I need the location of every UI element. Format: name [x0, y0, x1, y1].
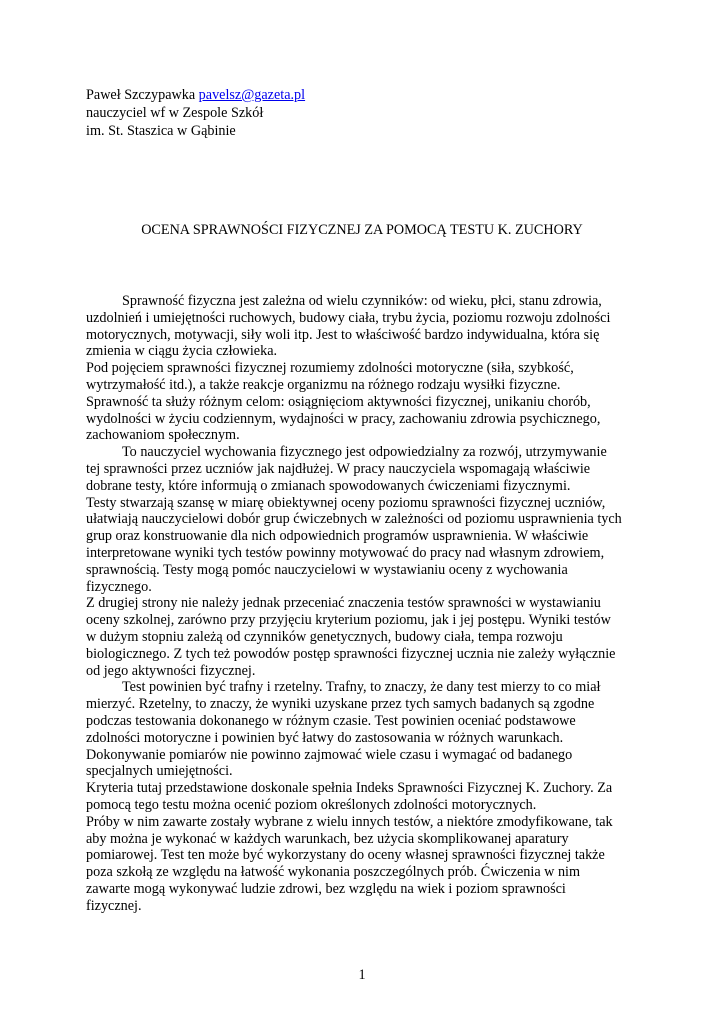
body-line: Sprawność ta służy różnym celom: osiągnięciom aktywności fizycznej, unikaniu chorób, [86, 393, 591, 410]
body-line: zmienia w ciągu życia człowieka. [86, 343, 278, 360]
body-line: dobrane testy, które informują o zmianach spowodowanych ćwiczeniami fizycznymi. [86, 477, 571, 494]
body-line: sprawnością. Testy mogą pomóc nauczycielowi w wystawianiu oceny z wychowania [86, 561, 568, 578]
body-line: Sprawność fizyczna jest zależna od wielu czynników: od wieku, płci, stanu zdrowia, [122, 293, 602, 309]
body-line: wytrzymałość itd.), a także reakcje organizmu na różnego rodzaju wysiłki fizyczne. [86, 376, 561, 393]
body-line: ułatwiają nauczycielowi dobór grup ćwiczebnych w zależności od poziomu usprawnienia tych [86, 511, 622, 528]
page-number: 1 [358, 967, 366, 983]
body-line: Próby w nim zawarte zostały wybrane z wielu innych testów, a niektóre zmodyfikowane, tak [86, 813, 613, 830]
body-line: Kryteria tutaj przedstawione doskonale spełnia Indeks Sprawności Fizycznej K. Zuchory. Za [86, 780, 613, 797]
body-line: To nauczyciel wychowania fizycznego jest odpowiedzialny za rozwój, utrzymywanie [122, 444, 607, 461]
body-line: Pod pojęciem sprawności fizycznej rozumiemy zdolności motoryczne (siła, szybkość, [86, 360, 574, 377]
body-line: biologicznego. Z tych też powodów postęp sprawności fizycznej ucznia nie zależy wyłącznie [86, 645, 616, 662]
body-line: poza szkołą ze względu na łatwość wykonania poszczególnych prób. Ćwiczenia w nim [86, 864, 581, 881]
body-line: zachowaniom społecznym. [86, 427, 240, 444]
body-line: grup oraz konstruowanie dla nich odpowiednich programów usprawnienia. W właściwie [86, 528, 589, 545]
author-school: im. St. Staszica w Gąbinie [86, 123, 236, 139]
body-line: oceny szkolnej, zarówno przy przyjęciu kryterium poziomu, jak i jej postępu. Wyniki testów [86, 612, 611, 629]
document-title: OCENA SPRAWNOŚCI FIZYCZNEJ ZA POMOCĄ TESTU K. ZUCHORY [141, 222, 583, 238]
body-line: od jego aktywności fizycznej. [86, 662, 256, 679]
body-line: fizycznego. [86, 578, 152, 595]
body-line: fizycznej. [86, 897, 142, 914]
body-line: podczas testowania dokonanego w różnym czasie. Test powinien oceniać podstawowe [86, 712, 576, 729]
body-line: tej sprawności przez uczniów jak najdłużej. W pracy nauczyciela wspomagają właściwie [86, 460, 591, 477]
body-line: mierzyć. Rzetelny, to znaczy, że wyniki uzyskane przez tych samych badanych są zgodne [86, 696, 595, 713]
body-line: pomocą tego testu można ocenić poziom określonych zdolności motorycznych. [86, 796, 537, 813]
body-line: motorycznych, motywacji, siły woli itp. Jest to właściwość bardzo indywidualna, która się [86, 326, 600, 343]
body-line: zdolności motoryczne i powinien być łatwy do zastosowania w różnych warunkach. [86, 729, 564, 746]
body-line: specjalnych umiejętności. [86, 763, 233, 780]
body-line: uzdolnień i umiejętności ruchowych, budowy ciała, trybu życia, poziomu rozwoju zdolności [86, 309, 611, 326]
author-email-link[interactable]: pavelsz@gazeta.pl [198, 87, 306, 103]
body-line: wydolności w życiu codziennym, wydajności w pracy, zachowaniu zdrowia psychicznego, [86, 410, 601, 427]
body-line: zawarte mogą wykonywać ludzie zdrowi, bez względu na wiek i poziom sprawności [86, 880, 566, 897]
body-line: aby można je wykonać w każdych warunkach, bez użycia skomplikowanej aparatury [86, 830, 569, 847]
body-line: Test powinien być trafny i rzetelny. Trafny, to znaczy, że dany test mierzy to co miał [122, 679, 601, 696]
body-line: w dużym stopniu zależą od czynników genetycznych, budowy ciała, tempa rozwoju [86, 628, 563, 645]
body-line: pomiarowej. Test ten może być wykorzystany do oceny własnej sprawności fizycznej także [86, 847, 605, 864]
body-line: Z drugiej strony nie należy jednak przeceniać znaczenia testów sprawności w wystawianiu [86, 595, 601, 612]
body-line: interpretowane wyniki tych testów powinny motywować do pracy nad własnym zdrowiem, [86, 544, 605, 561]
author-name: Paweł Szczypawka [86, 87, 196, 103]
author-position: nauczyciel wf w Zespole Szkół [86, 105, 264, 121]
author-line [86, 86, 305, 104]
document-body [86, 293, 646, 914]
author-header [86, 86, 305, 140]
body-line: Dokonywanie pomiarów nie powinno zajmować wiele czasu i wymagać od badanego [86, 746, 573, 763]
body-line: Testy stwarzają szansę w miarę obiektywnej oceny poziomu sprawności fizycznej uczniów, [86, 494, 606, 511]
